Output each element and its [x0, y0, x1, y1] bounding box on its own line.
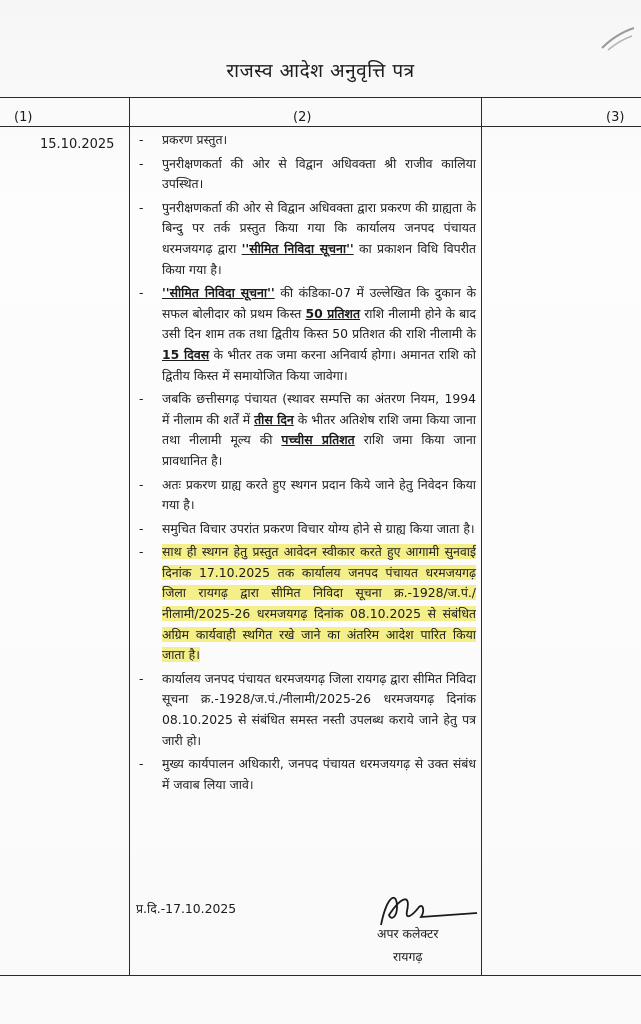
entry-text: तीस दिन [254, 411, 294, 427]
order-entry [136, 542, 476, 666]
entry-dash: - [139, 391, 144, 407]
next-date-line: प्र.दि.-17.10.2025 [136, 901, 237, 916]
entry-text: की कंडिका-07 में उल्लेखित कि दुकान के सफल बोलीदार को प्रथम किस्त [162, 285, 476, 321]
entry-dash: - [139, 520, 144, 536]
entry-text: राशि जमा किया जाना प्रावधानित है। [162, 432, 476, 468]
document-title: राजस्व आदेश अनुवृत्ति पत्र [226, 60, 415, 82]
order-date: 15.10.2025 [40, 137, 115, 152]
entry-text: के भीतर अतिशेष राशि जमा किया जाना तथा नीलामी मूल्य की [162, 411, 476, 448]
order-entry [136, 475, 476, 516]
order-entry [136, 389, 476, 471]
entry-text: प्रकरण प्रस्तुत। [162, 132, 228, 147]
header-bottom-border [0, 126, 641, 127]
order-entry [136, 669, 476, 751]
entry-text: साथ ही स्थगन हेतु प्रस्तुत आवेदन स्वीकार करते हुए आगामी सुनवाई दिनांक 17.10.2025 तक कार्यालय जनपद पंचायत धरमजयगढ़ जिला रायगढ़ द्वारा सीमित निविदा सूचना क्र.-1928/ज.पं./नीलामी/2025-26 धरमजयगढ़ दिनांक 08.10.2025 से संबंधित अग्रिम कार्यवाही स्थगित रखे जाने का अंतरिम आदेश पारित किया जाता है। [162, 544, 476, 663]
signatory-place: रायगढ़ [393, 949, 423, 964]
entry-text: ''सीमित निविदा सूचना'' [162, 285, 275, 301]
entry-text: 15 दिवस [162, 346, 210, 362]
order-entry [136, 130, 476, 151]
entry-dash: - [139, 155, 144, 171]
entry-text: जबकि छत्तीसगढ़ पंचायत (स्थावर सम्पत्ति का अंतरण नियम, 1994 में नीलाम की शर्तें में [162, 391, 476, 427]
entry-dash: - [139, 476, 144, 492]
entry-text: राशि नीलामी होने के बाद उसी दिन शाम तक तथा द्वितीय किस्त 50 प्रतिशत की राशि नीलामी के [162, 305, 477, 342]
order-entries-list [136, 130, 476, 798]
table-bottom-border [0, 975, 641, 976]
order-entry [136, 283, 476, 386]
column-divider-1 [129, 97, 130, 976]
entry-text: समुचित विचार उपरांत प्रकरण विचार योग्य होने से ग्राह्य किया जाता है। [162, 520, 475, 536]
entry-text: के भीतर तक जमा करना अनिवार्य होगा। अमानत राशि को द्वितीय किस्त में समायोजित किया जावेगा। [162, 346, 476, 383]
entry-dash: - [139, 670, 144, 686]
order-entry [136, 198, 476, 280]
entry-text: 50 प्रतिशत [305, 305, 361, 321]
entry-text: का प्रकाशन विधि विपरीत किया गया है। [162, 240, 477, 277]
order-entry [136, 519, 476, 540]
column-divider-2 [481, 97, 482, 976]
entry-dash: - [139, 132, 144, 147]
entry-dash: - [139, 285, 144, 301]
entry-dash: - [139, 199, 144, 215]
entry-text: पुनरीक्षणकर्ता की ओर से विद्वान अधिवक्ता श्री राजीव कालिया उपस्थित। [162, 155, 476, 192]
column-header-2: (2) [293, 110, 312, 125]
entry-text: पुनरीक्षणकर्ता की ओर से विद्वान अधिवक्ता द्वारा प्रकरण की ग्राह्यता के बिन्दु पर तर्क प्रस्तुत किया गया कि कार्यालय जनपद पंचायत धरमजयगढ़ द्वारा [162, 199, 476, 256]
entry-text: कार्यालय जनपद पंचायत धरमजयगढ़ जिला रायगढ़ द्वारा सीमित निविदा सूचना क्र.-1928/ज.पं./नीलामी/2025-26 धरमजयगढ़ दिनांक 08.10.2025 से संबंधित समस्त नस्ती उपलब्ध कराये जाने हेतु पत्र जारी हो। [162, 670, 476, 748]
signatory-title: अपर कलेक्टर [377, 926, 439, 941]
column-header-3: (3) [606, 110, 625, 125]
order-entry [136, 154, 476, 195]
entry-text: ''सीमित निविदा सूचना'' [241, 240, 354, 256]
column-header-1: (1) [14, 110, 33, 125]
entry-dash: - [139, 544, 144, 560]
entry-text: अतः प्रकरण ग्राह्य करते हुए स्थगन प्रदान किये जाने हेतु निवेदन किया गया है। [162, 476, 476, 513]
order-entry [136, 754, 476, 795]
entry-text: मुख्य कार्यपालन अधिकारी, जनपद पंचायत धरमजयगढ़ से उक्त संबंध में जवाब लिया जावे। [162, 756, 476, 792]
table-top-border [0, 97, 641, 98]
margin-mark [598, 20, 638, 60]
entry-text: पच्चीस प्रतिशत [281, 432, 355, 448]
entry-dash: - [139, 756, 144, 772]
